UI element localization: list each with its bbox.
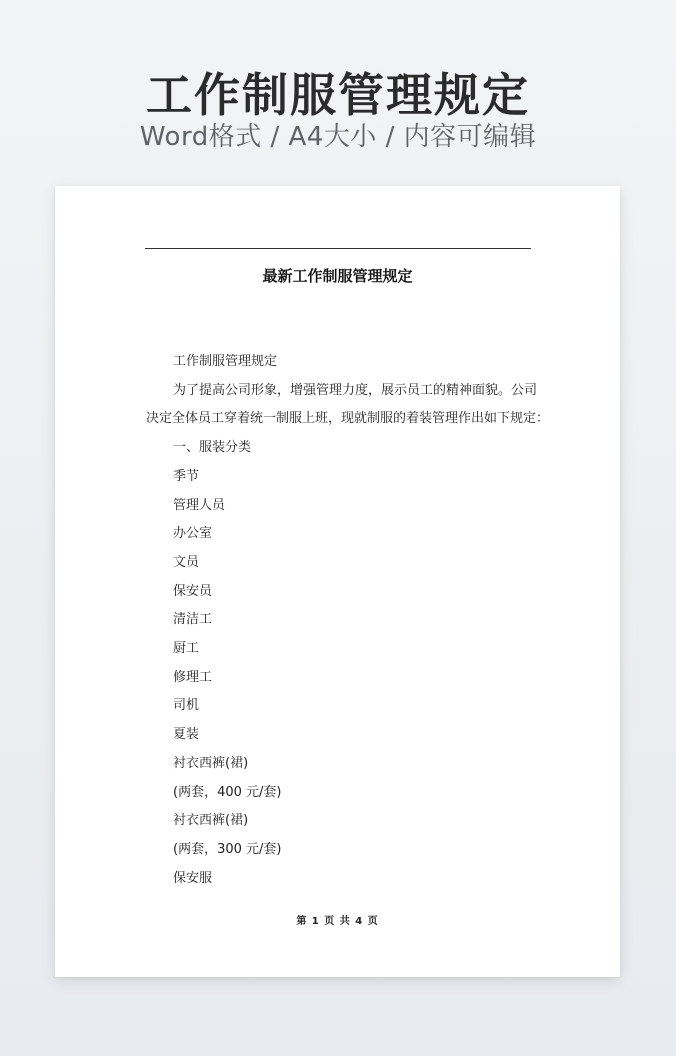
document-page <box>55 186 620 977</box>
paragraph: 季节 <box>173 468 200 484</box>
banner-subtitle: Word格式 / A4大小 / 内容可编辑 <box>139 122 537 152</box>
paragraph: 为了提高公司形象，增强管理力度，展示员工的精神面貌。公司 <box>173 382 538 398</box>
paragraph: 保安服 <box>173 870 213 886</box>
paragraph: (两套，400 元/套) <box>173 784 282 800</box>
page-number-footer: 第 1 页 共 4 页 <box>296 916 379 927</box>
document-title: 最新工作制服管理规定 <box>262 267 413 285</box>
paragraph: 办公室 <box>173 526 213 542</box>
paragraph: 工作制服管理规定 <box>173 354 278 369</box>
paragraph: 衬衣西裤(裙) <box>173 755 249 771</box>
section-heading: 一、服装分类 <box>173 440 252 456</box>
paragraph: 文员 <box>173 554 200 570</box>
paragraph: 清洁工 <box>173 612 213 628</box>
banner-title: 工作制服管理规定 <box>146 68 530 122</box>
paragraph: 管理人员 <box>173 497 226 513</box>
paragraph: 厨工 <box>173 641 200 657</box>
paragraph: 夏装 <box>173 727 200 743</box>
paragraph: 保安员 <box>173 583 213 599</box>
paragraph: 决定全体员工穿着统一制服上班，现就制服的着装管理作出如下规定： <box>146 411 550 427</box>
paragraph: (两套，300 元/套) <box>173 841 282 857</box>
header-rule <box>145 248 531 249</box>
paragraph: 衬衣西裤(裙) <box>173 813 249 829</box>
paragraph: 修理工 <box>173 669 213 685</box>
paragraph: 司机 <box>173 698 200 714</box>
document-body <box>146 348 550 893</box>
